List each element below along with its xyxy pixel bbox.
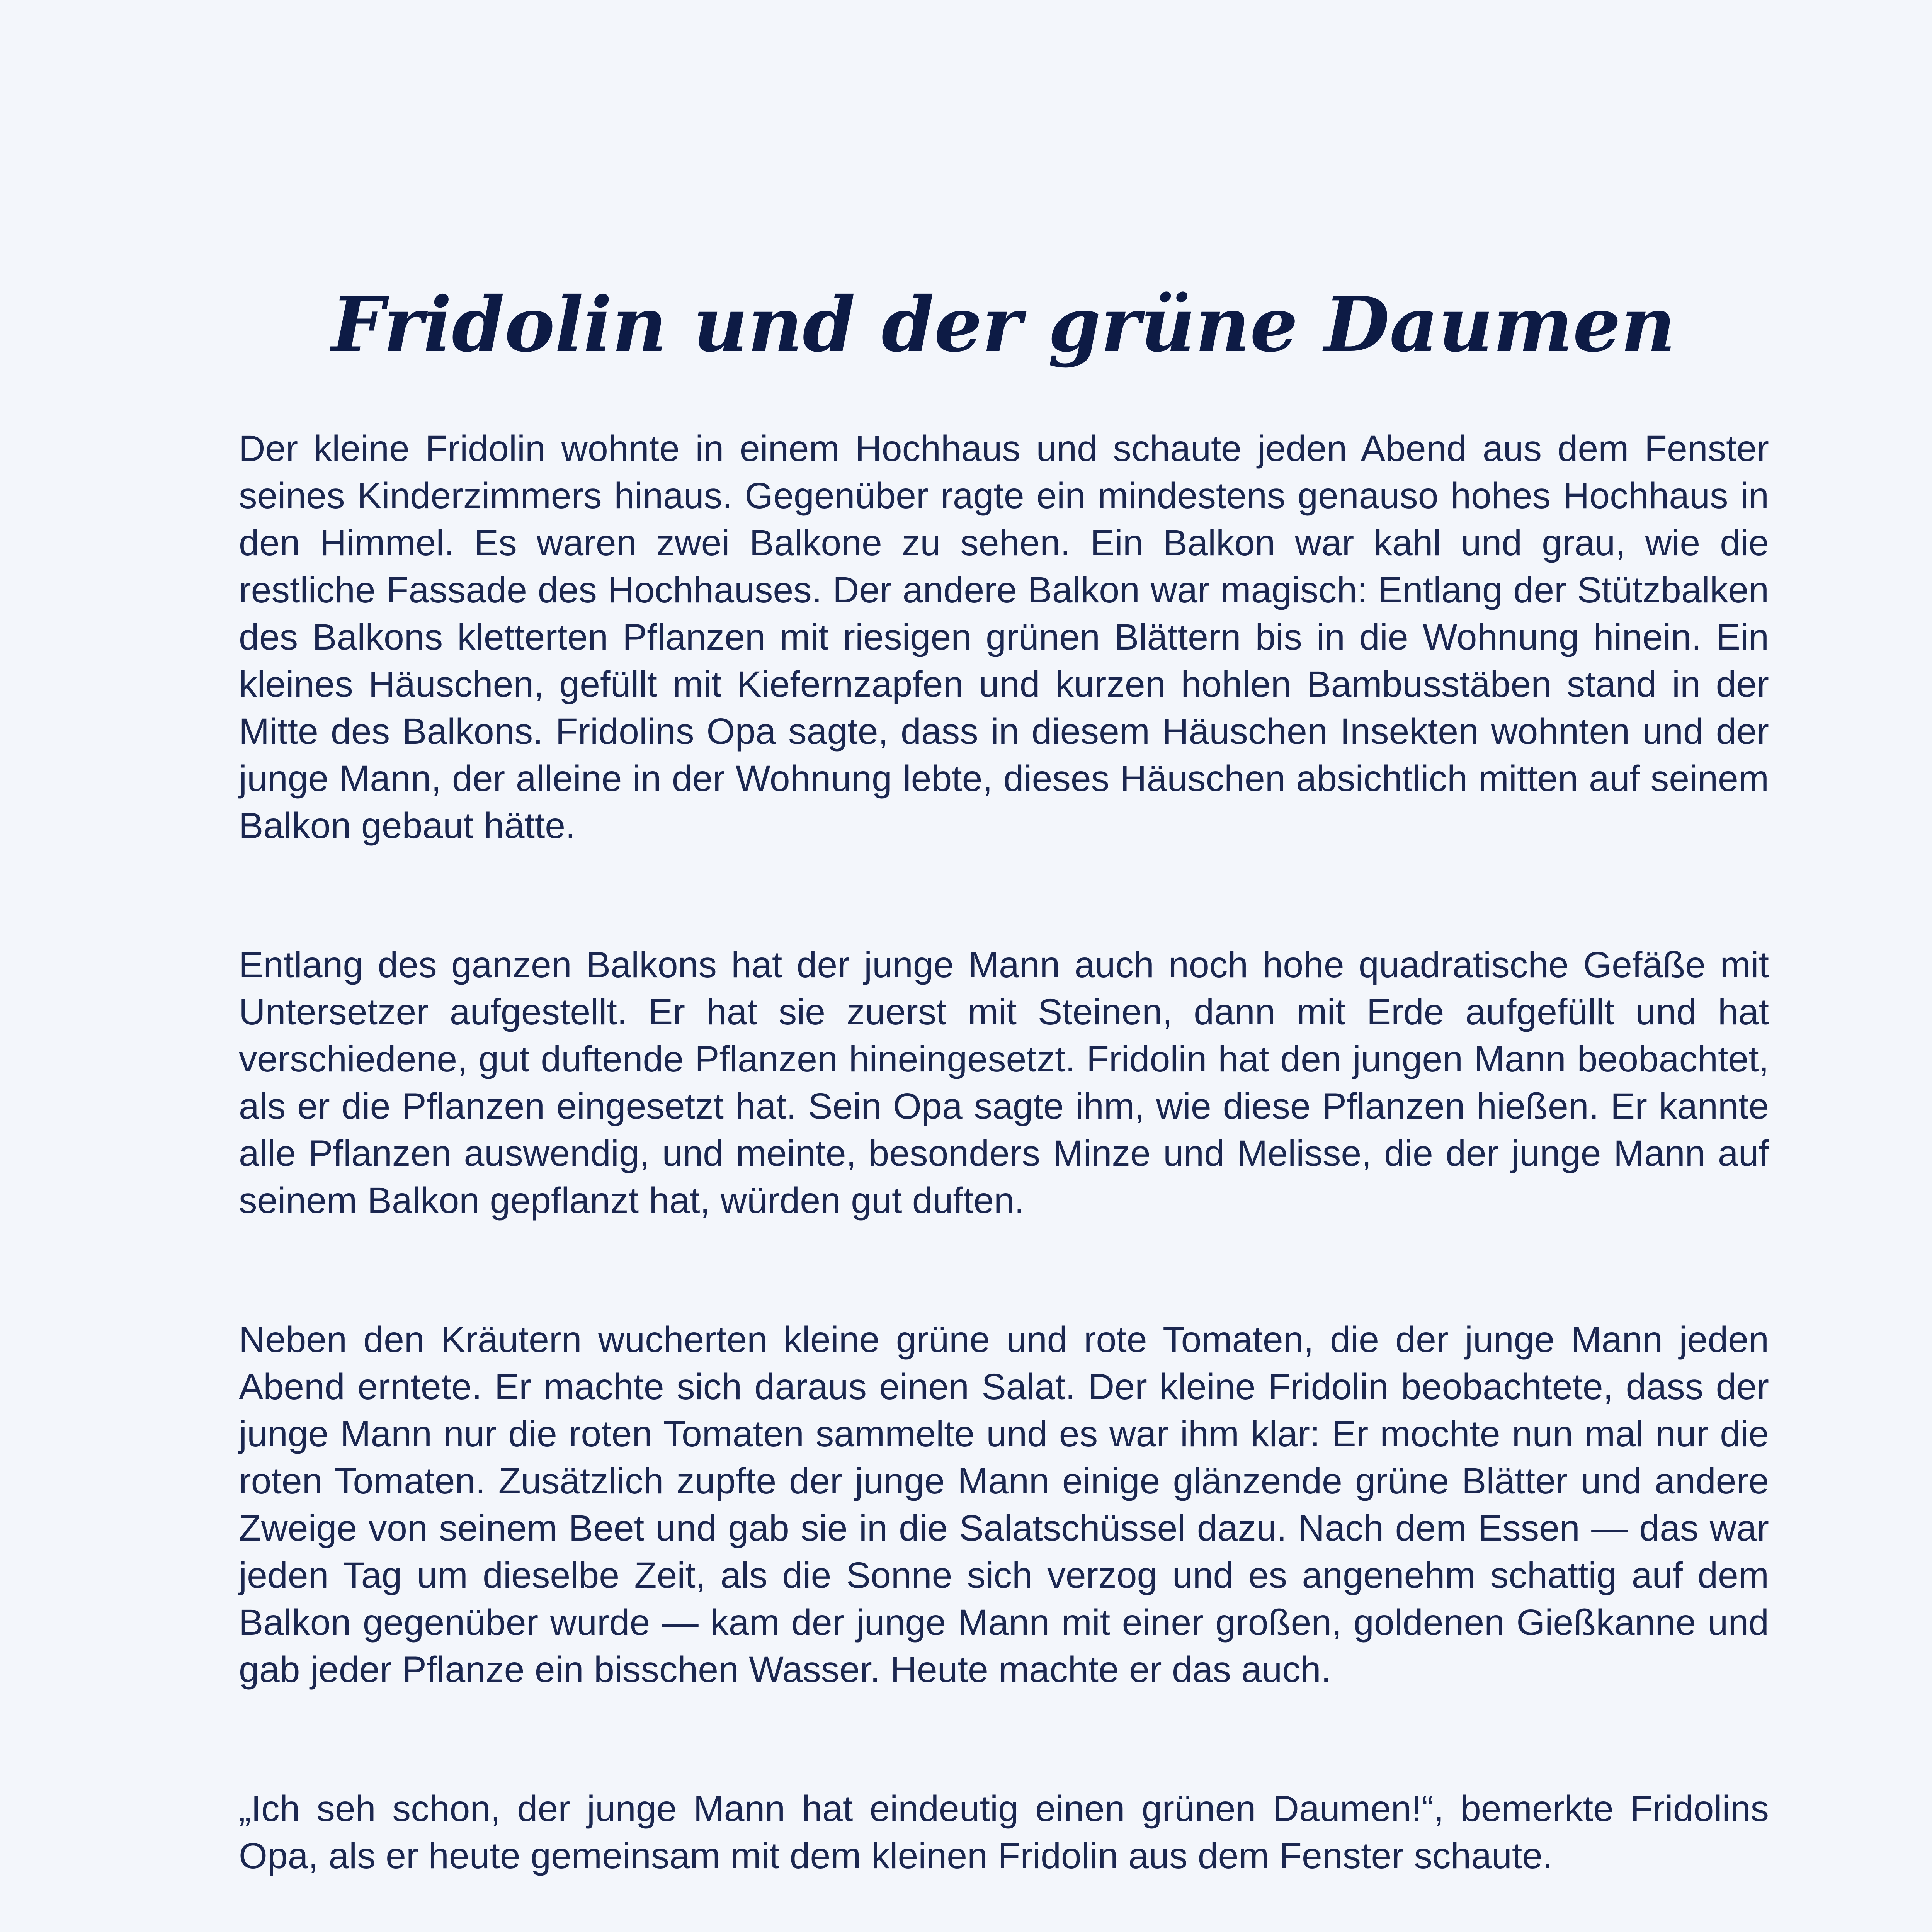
paragraph-1: Der kleine Fridolin wohnte in einem Hochhaus und schaute jeden Abend aus dem Fenster seines Kinderzimmers hinaus. Gegenüber ragte ein mindestens genauso hohes Hochhaus in den Himmel. Es waren zwei Balkone zu sehen. Ein Balkon war kahl und grau, wie die restliche Fassade des Hochhauses. Der andere Balkon war magisch: Entlang der Stützbalken des Balkons kletterten Pflanzen mit riesigen grünen Blättern bis in die Wohnung hinein. Ein kleines Häuschen, gefüllt mit Kiefernzapfen und kurzen hohlen Bambusstäben stand in der Mitte des Balkons. Fridolins Opa sagte, dass in diesem Häuschen Insekten wohnten und der junge Mann, der alleine in der Wohnung lebte, dieses Häuschen absichtlich mitten auf seinem Balkon gebaut hätte.: [239, 428, 1769, 846]
paragraph-3: Neben den Kräutern wucherten kleine grüne und rote Tomaten, die der junge Mann jeden Abend erntete. Er machte sich daraus einen Salat. Der kleine Fridolin beobachtete, dass der junge Mann nur die roten Tomaten sammelte und es war ihm klar: Er mochte nun mal nur die roten Tomaten. Zusätzlich zupfte der junge Mann einige glänzende grüne Blätter und andere Zweige von seinem Beet und gab sie in die Salatschüssel dazu. Nach dem Essen — das war jeden Tag um dieselbe Zeit, als die Sonne sich verzog und es angenehm schattig auf dem Balkon gegenüber wurde — kam der junge Mann mit einer großen, goldenen Gießkanne und gab jeder Pflanze ein bisschen Wasser. Heute machte er das auch.: [239, 1319, 1769, 1690]
paragraph-2: Entlang des ganzen Balkons hat der junge Mann auch noch hohe quadratische Gefäße mit Untersetzer aufgestellt. Er hat sie zuerst mit Steinen, dann mit Erde aufgefüllt und hat verschiedene, gut duftende Pflanzen hineingesetzt. Fridolin hat den jungen Mann beobachtet, als er die Pflanzen eingesetzt hat. Sein Opa sagte ihm, wie diese Pflanzen hießen. Er kannte alle Pflanzen auswendig, und meinte, besonders Minze und Melisse, die der junge Mann auf seinem Balkon gepflanzt hat, würden gut duften.: [239, 944, 1769, 1221]
story-body: [239, 425, 1769, 1932]
story-title: Fridolin und der grüne Daumen: [331, 280, 1676, 369]
paragraph-4: „Ich seh schon, der junge Mann hat eindeutig einen grünen Daumen!“, bemerkte Fridolins Opa, als er heute gemeinsam mit dem kleinen Fridolin aus dem Fenster schaute.: [239, 1788, 1769, 1876]
